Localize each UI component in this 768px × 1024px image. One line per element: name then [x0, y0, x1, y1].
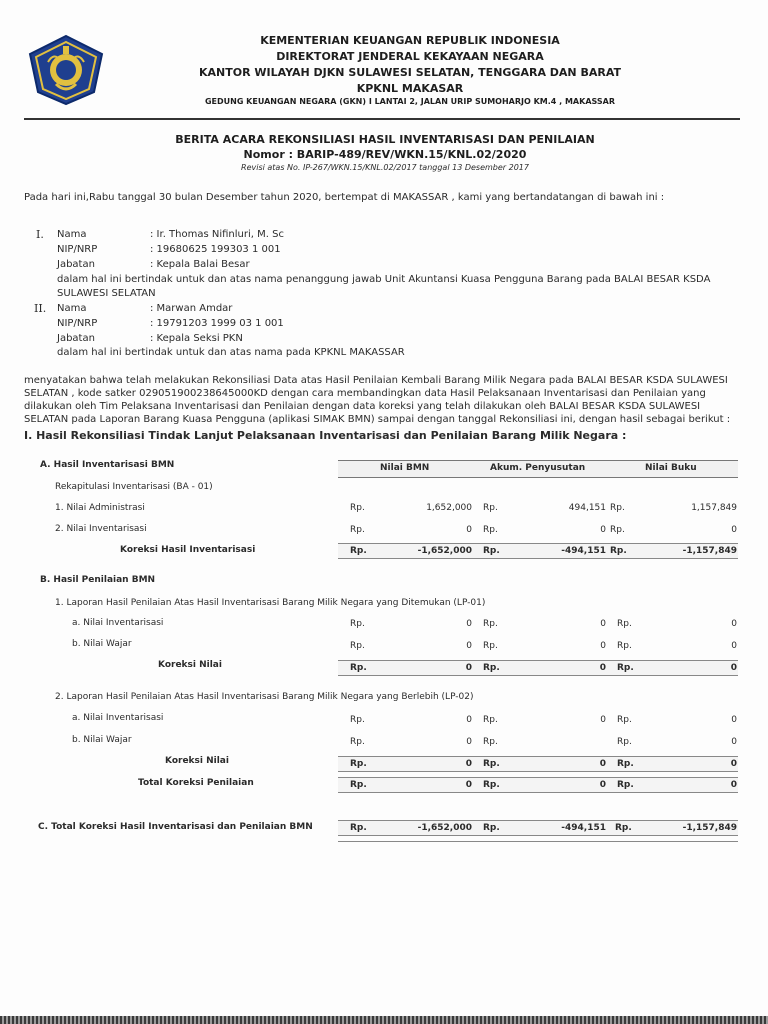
party1-jabatan: : Kepala Balai Besar — [150, 259, 250, 270]
col-header-akum-penyusutan: Akum. Penyusutan — [490, 463, 586, 473]
statement-line-1: menyatakan bahwa telah melakukan Rekonsiliasi Data atas Hasil Penilaian Kembali Barang Milik Negara pada BALAI BESAR KSDA SULAWESI — [24, 375, 728, 386]
rp-label: Rp. — [617, 663, 634, 673]
lp01-a-label: a. Nilai Inventarisasi — [72, 618, 164, 628]
party1-nip-label: NIP/NRP — [57, 244, 98, 255]
rp-label: Rp. — [350, 619, 365, 629]
rp-label: Rp. — [610, 525, 625, 535]
party2-description: dalam hal ini bertindak untuk dan atas nama pada KPKNL MAKASSAR — [57, 347, 405, 358]
statement-line-3: dilakukan oleh Tim Pelaksana Inventarisasi dan Penilaian dengan data koreksi yang telah dilakukan oleh BALAI BESAR KSDA SULAWESI — [24, 401, 701, 412]
header-regional-office: KANTOR WILAYAH DJKN SULAWESI SELATAN, TENGGARA DAN BARAT — [198, 66, 621, 79]
lp01-b-akum: 0 — [600, 641, 606, 651]
rp-label: Rp. — [350, 503, 365, 513]
lp01-b-label: b. Nilai Wajar — [72, 639, 132, 649]
section-b-title: B. Hasil Penilaian BMN — [40, 575, 156, 585]
row-a1-akum: 494,151 — [568, 503, 606, 513]
grand-total-underline — [338, 841, 738, 842]
intro-paragraph: Pada hari ini,Rabu tanggal 30 bulan Desember tahun 2020, bertempat di MAKASSAR , kami yang bertandatangan di bawah ini : — [24, 192, 665, 203]
lp02-a-akum: 0 — [600, 715, 606, 725]
row-a2-akum: 0 — [600, 525, 606, 535]
rp-label: Rp. — [483, 715, 498, 725]
lp01-title: 1. Laporan Hasil Penilaian Atas Hasil Inventarisasi Barang Milik Negara yang Ditemukan (LP-01) — [55, 598, 486, 608]
party2-nama-label: Nama — [57, 303, 87, 314]
rp-label: Rp. — [350, 546, 367, 556]
rp-label: Rp. — [350, 641, 365, 651]
rp-label: Rp. — [350, 715, 365, 725]
rp-label: Rp. — [483, 641, 498, 651]
lp02-total-label: Koreksi Nilai — [165, 756, 229, 766]
party2-nama: : Marwan Amdar — [150, 303, 233, 314]
statement-line-4: SELATAN pada Laporan Barang Kuasa Pengguna (aplikasi SIMAK BMN) sampai dengan tanggal Rekonsiliasi ini, dengan hasil sebagai berikut : — [24, 414, 731, 425]
total-koreksi-penilaian-nilai-buku: 0 — [730, 780, 737, 790]
revision-note: Revisi atas No. IP-267/WKN.15/KNL.02/2017 tanggal 13 Desember 2017 — [241, 163, 529, 172]
lp02-b-label: b. Nilai Wajar — [72, 735, 132, 745]
col-header-nilai-buku: Nilai Buku — [645, 463, 697, 473]
rp-label: Rp. — [483, 823, 500, 833]
rp-label: Rp. — [617, 737, 632, 747]
lp02-title: 2. Laporan Hasil Penilaian Atas Hasil Inventarisasi Barang Milik Negara yang Berlebih (LP-02) — [55, 692, 474, 702]
lp02-b-nilai-bmn: 0 — [466, 737, 472, 747]
party2-nip: : 19791203 1999 03 1 001 — [150, 318, 284, 329]
lp01-total-label: Koreksi Nilai — [158, 660, 222, 670]
header-kpknl: KPKNL MAKASAR — [356, 82, 464, 95]
rp-label: Rp. — [617, 619, 632, 629]
row-a1-nilai-bmn: 1,652,000 — [426, 503, 472, 513]
section-c-nilai-buku: -1,157,849 — [682, 823, 737, 833]
rp-label: Rp. — [350, 525, 365, 535]
party2-jabatan-label: Jabatan — [57, 333, 95, 344]
rp-label: Rp. — [483, 546, 500, 556]
lp01-b-nilai-buku: 0 — [731, 641, 737, 651]
rp-label: Rp. — [483, 619, 498, 629]
lp02-total-nilai-buku: 0 — [730, 759, 737, 769]
rp-label: Rp. — [483, 759, 500, 769]
row-a-total-akum: -494,151 — [561, 546, 606, 556]
lp01-total-nilai-bmn: 0 — [465, 663, 472, 673]
rp-label: Rp. — [617, 641, 632, 651]
rp-label: Rp. — [483, 525, 498, 535]
row-a1-label: 1. Nilai Administrasi — [55, 503, 145, 513]
rp-label: Rp. — [615, 823, 632, 833]
header-address: GEDUNG KEUANGAN NEGARA (GKN) I LANTAI 2, JALAN URIP SUMOHARJO KM.4 , MAKASSAR — [204, 97, 616, 106]
document-number: Nomor : BARIP-489/REV/WKN.15/KNL.02/2020 — [243, 148, 527, 161]
row-a2-nilai-bmn: 0 — [466, 525, 472, 535]
lp02-a-nilai-bmn: 0 — [466, 715, 472, 725]
lp01-a-nilai-buku: 0 — [731, 619, 737, 629]
row-a2-label: 2. Nilai Inventarisasi — [55, 524, 147, 534]
rp-label: Rp. — [483, 737, 498, 747]
party1-description-cont: SULAWESI SELATAN — [57, 288, 156, 299]
scan-edge-strip — [0, 1016, 768, 1024]
statement-line-2: SELATAN , kode satker 029051900238645000KD dengan cara membandingkan data Hasil Pelaksanaan Inventarisasi dan Penilaian yang — [24, 388, 706, 399]
col-header-nilai-bmn: Nilai BMN — [380, 463, 430, 473]
ministry-emblem-icon — [26, 32, 106, 106]
lp01-total-akum: 0 — [599, 663, 606, 673]
party1-nip: : 19680625 199303 1 001 — [150, 244, 281, 255]
party1-nama: : Ir. Thomas Nifinluri, M. Sc — [150, 229, 284, 240]
row-a2-nilai-buku: 0 — [731, 525, 737, 535]
lp01-total-nilai-buku: 0 — [730, 663, 737, 673]
section-c-title: C. Total Koreksi Hasil Inventarisasi dan Penilaian BMN — [38, 822, 313, 832]
total-koreksi-penilaian-nilai-bmn: 0 — [465, 780, 472, 790]
rp-label: Rp. — [350, 737, 365, 747]
lp02-a-nilai-buku: 0 — [731, 715, 737, 725]
section-c-akum: -494,151 — [561, 823, 606, 833]
row-a1-nilai-buku: 1,157,849 — [691, 503, 737, 513]
party1-nama-label: Nama — [57, 229, 87, 240]
rp-label: Rp. — [350, 759, 367, 769]
party2-jabatan: : Kepala Seksi PKN — [150, 333, 243, 344]
rp-label: Rp. — [617, 759, 634, 769]
row-a-total-nilai-buku: -1,157,849 — [682, 546, 737, 556]
total-koreksi-penilaian-label: Total Koreksi Penilaian — [138, 778, 254, 788]
row-a-total-label: Koreksi Hasil Inventarisasi — [120, 545, 256, 555]
section-c-nilai-bmn: -1,652,000 — [417, 823, 472, 833]
lp02-b-nilai-buku: 0 — [731, 737, 737, 747]
header-directorate: DIREKTORAT JENDERAL KEKAYAAN NEGARA — [276, 50, 544, 63]
row-a-total-nilai-bmn: -1,652,000 — [417, 546, 472, 556]
header-ministry: KEMENTERIAN KEUANGAN REPUBLIK INDONESIA — [260, 34, 560, 47]
rp-label: Rp. — [610, 546, 627, 556]
rp-label: Rp. — [350, 663, 367, 673]
rp-label: Rp. — [617, 780, 634, 790]
party1-jabatan-label: Jabatan — [57, 259, 95, 270]
party2-roman: II. — [34, 302, 47, 315]
lp02-total-akum: 0 — [599, 759, 606, 769]
section-a-title: A. Hasil Inventarisasi BMN — [40, 460, 175, 470]
total-koreksi-penilaian-akum: 0 — [599, 780, 606, 790]
rp-label: Rp. — [350, 780, 367, 790]
section-a-subtitle: Rekapitulasi Inventarisasi (BA - 01) — [55, 482, 213, 492]
party1-description: dalam hal ini bertindak untuk dan atas nama penanggung jawab Unit Akuntansi Kuasa Pengguna Barang pada BALAI BESAR KSDA — [57, 274, 711, 285]
lp01-b-nilai-bmn: 0 — [466, 641, 472, 651]
document-title: BERITA ACARA REKONSILIASI HASIL INVENTARISASI DAN PENILAIAN — [175, 133, 595, 146]
rp-label: Rp. — [617, 715, 632, 725]
rp-label: Rp. — [350, 823, 367, 833]
lp02-a-label: a. Nilai Inventarisasi — [72, 713, 164, 723]
rp-label: Rp. — [610, 503, 625, 513]
lp01-a-akum: 0 — [600, 619, 606, 629]
rp-label: Rp. — [483, 663, 500, 673]
rp-label: Rp. — [483, 503, 498, 513]
party1-roman: I. — [36, 228, 44, 241]
rp-label: Rp. — [483, 780, 500, 790]
header-divider — [24, 118, 740, 120]
lp02-total-nilai-bmn: 0 — [465, 759, 472, 769]
party2-nip-label: NIP/NRP — [57, 318, 98, 329]
lp01-a-nilai-bmn: 0 — [466, 619, 472, 629]
section-1-heading: I. Hasil Rekonsiliasi Tindak Lanjut Pelaksanaan Inventarisasi dan Penilaian Barang Milik Negara : — [24, 429, 627, 442]
